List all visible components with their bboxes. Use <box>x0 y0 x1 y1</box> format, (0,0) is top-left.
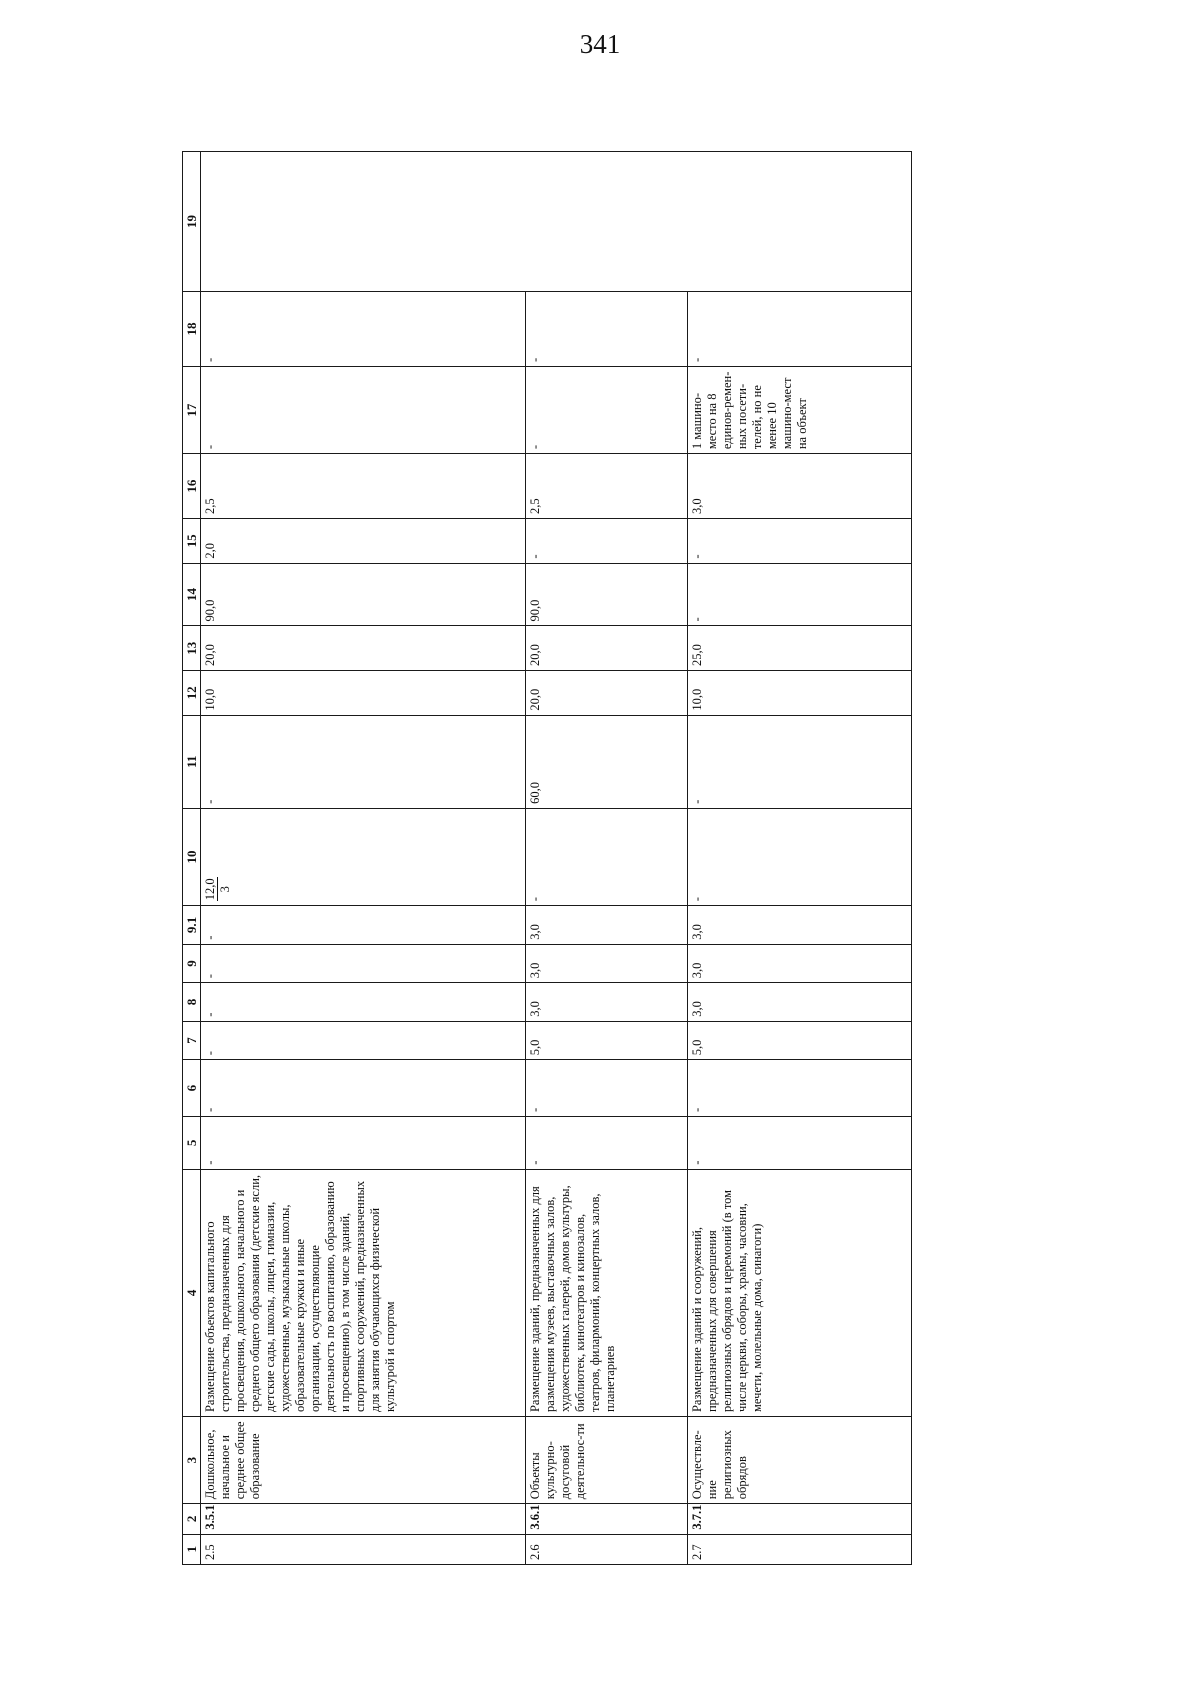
cell-col-8: - <box>201 983 526 1022</box>
cell-col-5: - <box>201 1117 526 1170</box>
fraction-numerator: 12,0 <box>203 878 217 901</box>
cell-col-15: 2,0 <box>201 519 526 564</box>
col-header-6: 6 <box>183 1060 201 1117</box>
cell-col-9: 3,0 <box>688 944 912 983</box>
cell-col-17: 1 машино-место на 8 единов-ремен-ных посети-телей, но не менее 10 машино-мест на объект <box>688 366 912 453</box>
fraction-denominator: 3 <box>218 886 232 893</box>
cell-col-15: - <box>688 519 912 564</box>
rotated-table-container <box>182 151 912 1565</box>
cell-col-12: 20,0 <box>526 671 688 716</box>
cell-col-18: - <box>688 291 912 366</box>
cell-col-17: - <box>526 366 688 453</box>
cell-col-10 <box>201 808 526 905</box>
col-header-17: 17 <box>183 366 201 453</box>
cell-col-16: 2,5 <box>201 454 526 519</box>
cell-col-12: 10,0 <box>201 671 526 716</box>
cell-col-5: - <box>688 1117 912 1170</box>
cell-col-13: 20,0 <box>201 626 526 671</box>
cell-col-7: - <box>201 1021 526 1060</box>
col-header-15: 15 <box>183 519 201 564</box>
cell-col-7: 5,0 <box>688 1021 912 1060</box>
header-row <box>183 152 201 1565</box>
cell-col-11: - <box>201 715 526 808</box>
col-header-10: 10 <box>183 808 201 905</box>
table-row <box>201 152 526 1565</box>
col-header-18: 18 <box>183 291 201 366</box>
cell-col-7: 5,0 <box>526 1021 688 1060</box>
table-row <box>688 152 912 1565</box>
cell-col-9: - <box>201 944 526 983</box>
cell-col-17: - <box>201 366 526 453</box>
cell-col-14: - <box>688 563 912 626</box>
cell-description: Размещение объектов капитального строительства, предназначенных для просвещения, дошкольного, начального и среднего общего образования (детские ясли, детские сады, школы, лицеи, гимназии, художественные, музыкальные школы, образовательные кружки и иные организации, осуществляющие деятельность по воспитанию, образованию и просвещению), в том числе зданий, спортивных сооружений, предназначенных для занятия обучающихся физической культурой и спортом <box>201 1169 526 1416</box>
cell-row-number: 2.6 <box>526 1534 688 1564</box>
cell-col-14: 90,0 <box>201 563 526 626</box>
cell-col-16: 2,5 <box>526 454 688 519</box>
col-header-5: 5 <box>183 1117 201 1170</box>
col-header-19: 19 <box>183 152 201 292</box>
col-header-16: 16 <box>183 454 201 519</box>
cell-col-10: - <box>688 808 912 905</box>
cell-description: Размещение зданий и сооружений, предназначенных для совершения религиозных обрядов и церемоний (в том числе церкви, соборы, храмы, часовни, мечети, молельные дома, синагоги) <box>688 1169 912 1416</box>
cell-row-number: 2.7 <box>688 1534 912 1564</box>
table-row <box>526 152 688 1565</box>
page-number: 341 <box>579 29 621 59</box>
col-header-14: 14 <box>183 563 201 626</box>
cell-use-type: Объекты культурно-досуговой деятельнос-ти <box>526 1417 688 1504</box>
col-header-13: 13 <box>183 626 201 671</box>
col-header-3: 3 <box>183 1417 201 1504</box>
cell-col-18: - <box>201 291 526 366</box>
cell-description: Размещение зданий, предназначенных для размещения музеев, выставочных залов, художественных галерей, домов культуры, библиотек, кинотеатров и кинозалов, театров, филармоний, концертных залов, планетариев <box>526 1169 688 1416</box>
cell-col-13: 20,0 <box>526 626 688 671</box>
cell-col-6: - <box>688 1060 912 1117</box>
cell-code: 3.5.1 <box>201 1504 526 1534</box>
cell-col-15: - <box>526 519 688 564</box>
cell-col-6: - <box>526 1060 688 1117</box>
regulations-table <box>182 151 912 1565</box>
cell-col-16: 3,0 <box>688 454 912 519</box>
cell-col-19 <box>201 152 912 292</box>
cell-col-8: 3,0 <box>688 983 912 1022</box>
col-header-9-1: 9.1 <box>183 906 201 945</box>
cell-col-11: - <box>688 715 912 808</box>
cell-col-9-1: 3,0 <box>688 906 912 945</box>
cell-code: 3.6.1 <box>526 1504 688 1534</box>
cell-col-9-1: - <box>201 906 526 945</box>
cell-col-9: 3,0 <box>526 944 688 983</box>
fraction-value <box>203 877 232 901</box>
col-header-8: 8 <box>183 983 201 1022</box>
cell-col-12: 10,0 <box>688 671 912 716</box>
cell-code: 3.7.1 <box>688 1504 912 1534</box>
col-header-11: 11 <box>183 715 201 808</box>
cell-col-8: 3,0 <box>526 983 688 1022</box>
col-header-7: 7 <box>183 1021 201 1060</box>
col-header-12: 12 <box>183 671 201 716</box>
cell-use-type: Дошкольное, начальное и среднее общее образование <box>201 1417 526 1504</box>
cell-col-5: - <box>526 1117 688 1170</box>
cell-col-14: 90,0 <box>526 563 688 626</box>
col-header-4: 4 <box>183 1169 201 1416</box>
cell-use-type: Осуществле-ние религиозных обрядов <box>688 1417 912 1504</box>
cell-col-11: 60,0 <box>526 715 688 808</box>
col-header-1: 1 <box>183 1534 201 1564</box>
col-header-9: 9 <box>183 944 201 983</box>
cell-col-6: - <box>201 1060 526 1117</box>
cell-col-10: - <box>526 808 688 905</box>
col-header-2: 2 <box>183 1504 201 1534</box>
cell-col-18: - <box>526 291 688 366</box>
cell-col-13: 25,0 <box>688 626 912 671</box>
cell-row-number: 2.5 <box>201 1534 526 1564</box>
cell-col-9-1: 3,0 <box>526 906 688 945</box>
